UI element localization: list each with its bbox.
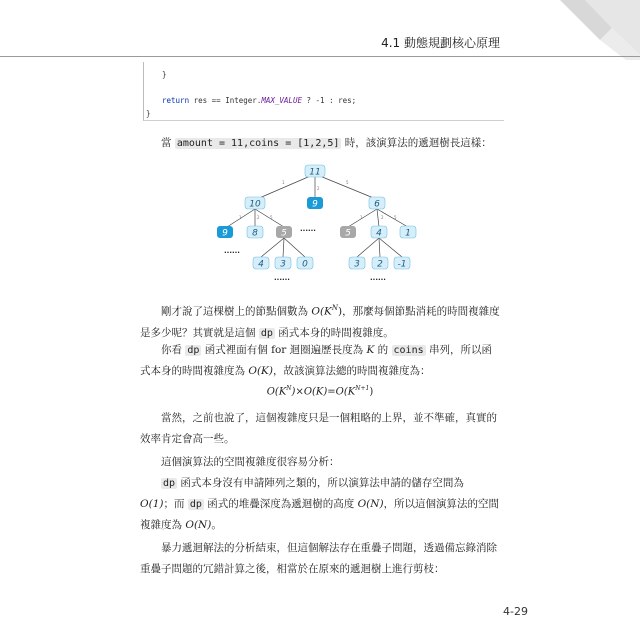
tree-ellipsis: ...... <box>370 274 386 282</box>
text: 函式的堆疊深度為遞迴樹的高度 <box>203 498 358 510</box>
inline-code: coins <box>393 345 424 356</box>
math: K <box>366 344 375 356</box>
tree-ellipsis: ...... <box>274 274 290 282</box>
code-keyword: return <box>162 96 190 105</box>
text: ，故該演算法總的時間複雜度為： <box>273 365 431 377</box>
tree-node-label: 9 <box>222 228 228 239</box>
tree-node-label: 1 <box>405 228 411 239</box>
code-line: } <box>162 70 167 79</box>
paragraph <box>140 452 500 473</box>
text: )，那麼每個節點消耗的時間複雜度是多少呢？其實就是這個 <box>140 305 500 339</box>
tree-ellipsis: ...... <box>300 225 316 233</box>
math: O(K <box>311 305 332 318</box>
paragraph <box>140 340 500 382</box>
tree-node-label: 11 <box>309 167 321 178</box>
text: ；而 <box>163 498 188 510</box>
formula <box>0 385 640 397</box>
tree-node-label: 3 <box>280 259 286 270</box>
text: 函式裡面有個 for 迴圈遍歷長度為 <box>201 344 367 356</box>
edge-label: 5 <box>394 215 397 220</box>
tree-node-label: 5 <box>281 228 287 239</box>
code-line <box>162 96 356 105</box>
text: 你看 <box>161 344 186 356</box>
math: )×O(K)=O(K <box>291 386 356 398</box>
inline-code: dp <box>260 327 273 339</box>
math: O(K) <box>248 365 273 377</box>
paragraph <box>140 473 500 536</box>
text: 的 <box>374 344 392 356</box>
text: ，所以這個演算法的空間複雜度為 <box>140 498 500 531</box>
tree-node-label: 9 <box>312 199 318 210</box>
math: O(N) <box>185 519 212 531</box>
edge-label: 1 <box>282 180 285 185</box>
tree-node-label: 4 <box>376 228 382 239</box>
paragraph <box>140 298 500 344</box>
math: O(1) <box>140 498 164 510</box>
page-header <box>0 30 640 57</box>
math-sup: N <box>286 385 292 392</box>
edge-label: 2 <box>257 215 260 220</box>
tree-node-label: 3 <box>354 259 360 270</box>
intro-text: 時，該演算法的遞迴樹長這樣： <box>341 137 492 149</box>
edge-label: 2 <box>381 215 384 220</box>
tree-node-label: 4 <box>258 259 264 270</box>
tree-node-label: 10 <box>249 199 261 210</box>
tree-node-label: -1 <box>397 259 407 270</box>
text: 這個演算法的空間複雜度很容易分析： <box>161 456 340 468</box>
intro-text: 當 <box>161 137 175 149</box>
paragraph <box>140 538 500 580</box>
tree-node-label: 6 <box>374 199 380 210</box>
edge-label: 1 <box>360 215 363 220</box>
code-block <box>143 62 504 121</box>
inline-code: dp <box>187 345 200 356</box>
tree-node-label: 8 <box>252 228 258 239</box>
edge-label: 1 <box>239 215 242 220</box>
text: 暴力遞迴解法的分析結束，但這個解法存在重疊子問題，透過備忘錄消除重疊子問題的冗錯計算之後，相當於在原來的遞迴樹上進行剪枝： <box>140 542 497 575</box>
tree-node-label: 2 <box>377 259 383 270</box>
page-number: 4-29 <box>503 605 528 618</box>
text: 。 <box>211 519 222 531</box>
text: 剛才說了這棵樹上的節點個數為 <box>161 305 312 318</box>
text: 當然，之前也說了，這個複雜度只是一個粗略的上界，並不準確，真實的效率肯定會高一些。 <box>140 412 497 445</box>
edge-label: 2 <box>317 186 320 191</box>
math-sup: N <box>331 304 339 312</box>
code-text: res == Integer. <box>189 96 262 105</box>
recursion-tree-diagram <box>200 160 440 285</box>
code-line: } <box>146 109 151 118</box>
tree-ellipsis: ...... <box>224 247 240 255</box>
edge-label: 5 <box>270 215 273 220</box>
paragraph <box>140 408 500 450</box>
text: 函式本身的時間複雜度。 <box>274 326 394 339</box>
text: 串列，所以函式本身的時間複雜度為 <box>140 344 492 377</box>
inline-code: dp <box>163 478 176 489</box>
inline-code: amount = 11,coins = [1,2,5] <box>176 138 340 149</box>
math: O(K <box>266 386 287 398</box>
text: 函式本身沒有申請陣列之類的，所以演算法申請的儲存空間為 <box>177 477 464 489</box>
tree-node-label: 5 <box>345 228 351 239</box>
math: O(N) <box>357 498 384 510</box>
code-field: MAX_VALUE <box>261 96 302 105</box>
intro-paragraph <box>140 133 500 154</box>
inline-code: dp <box>189 499 202 510</box>
chapter-title: 4.1 動態規劃核心原理 <box>381 36 500 50</box>
tree-node-label: 0 <box>302 259 308 270</box>
edge-label: 5 <box>346 180 349 185</box>
math-sup: N+1 <box>355 385 370 392</box>
code-text: ? -1 : res; <box>301 96 357 105</box>
math: ) <box>369 386 374 398</box>
